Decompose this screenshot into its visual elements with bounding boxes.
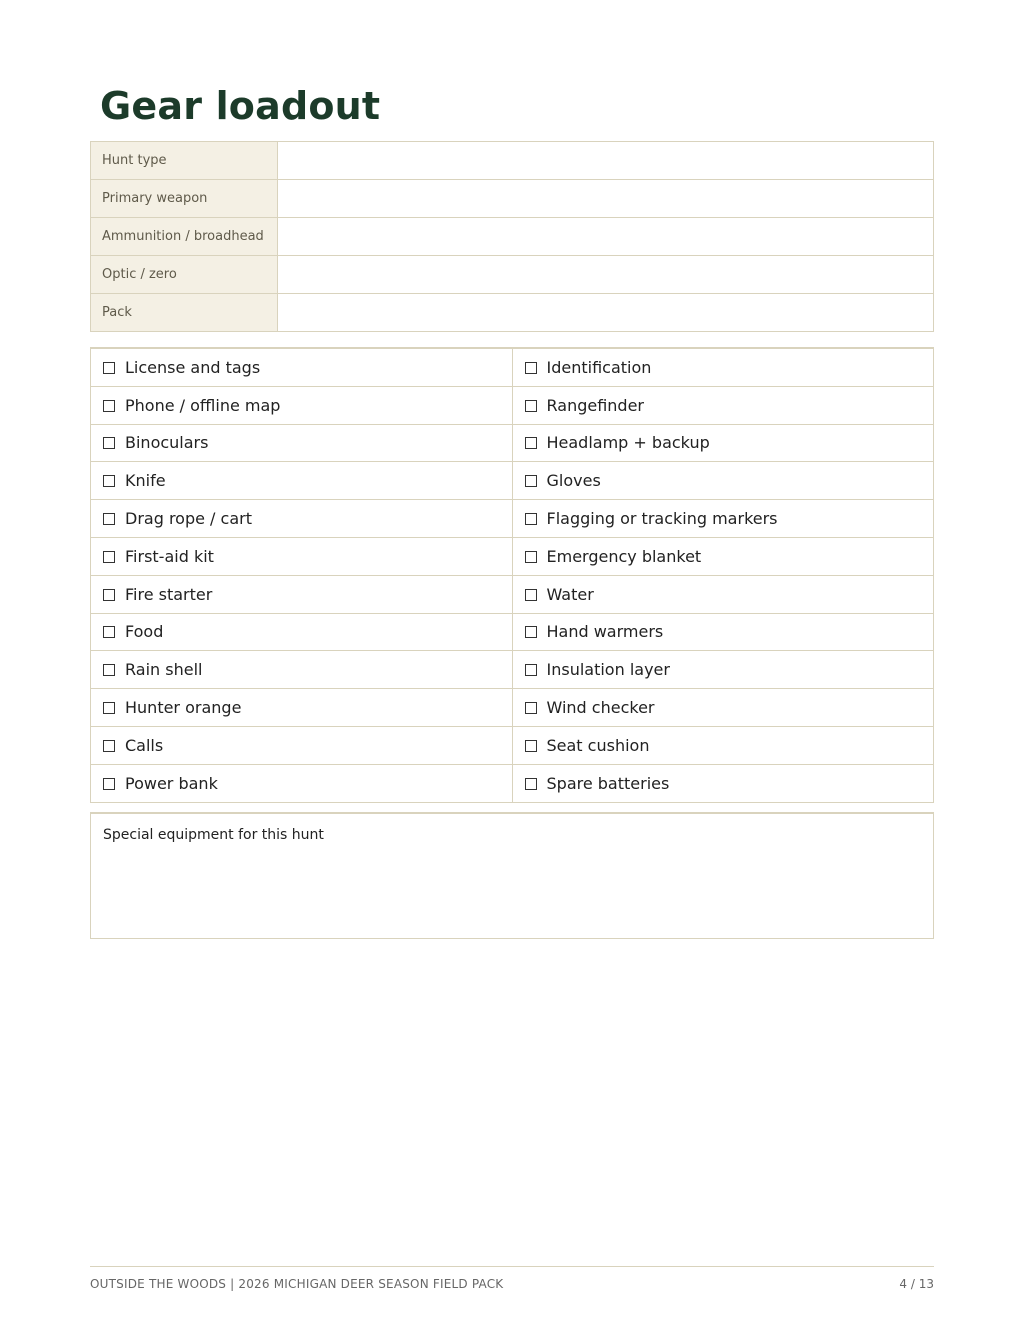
checklist-item[interactable]: [512, 575, 934, 613]
checklist-item[interactable]: [91, 386, 513, 424]
checkbox-icon[interactable]: [103, 513, 115, 525]
checklist-item[interactable]: [512, 651, 934, 689]
checklist-item[interactable]: [512, 689, 934, 727]
checklist-item-label: Emergency blanket: [546, 546, 702, 566]
checklist-item-label: Insulation layer: [546, 660, 670, 680]
checkbox-icon[interactable]: [103, 664, 115, 676]
gear-fields-table: [90, 141, 934, 332]
checklist-item[interactable]: [512, 348, 934, 386]
field-label: Hunt type: [91, 142, 278, 180]
checklist-item-label: Hand warmers: [546, 622, 664, 642]
checkbox-icon[interactable]: [103, 778, 115, 790]
checklist-item-label: Binoculars: [125, 433, 209, 453]
checklist-item-label: Flagging or tracking markers: [546, 509, 778, 529]
checklist-item-label: First-aid kit: [125, 546, 214, 566]
checklist-row: [91, 500, 934, 538]
field-row-hunt-type: [91, 142, 934, 180]
field-label: Ammunition / broadhead: [91, 218, 278, 256]
checkbox-icon[interactable]: [103, 740, 115, 752]
field-row-ammunition: [91, 218, 934, 256]
checkbox-icon[interactable]: [103, 400, 115, 412]
checklist-item-label: Knife: [125, 471, 166, 491]
checkbox-icon[interactable]: [525, 664, 537, 676]
checklist-item-label: License and tags: [125, 357, 261, 377]
checklist-item-label: Calls: [125, 735, 164, 755]
checkbox-icon[interactable]: [525, 778, 537, 790]
field-row-primary-weapon: [91, 180, 934, 218]
checklist-item[interactable]: [512, 424, 934, 462]
checkbox-icon[interactable]: [103, 362, 115, 374]
checklist-item[interactable]: [91, 537, 513, 575]
checklist-item-label: Drag rope / cart: [125, 509, 252, 529]
checklist-item[interactable]: [512, 764, 934, 802]
checklist-item[interactable]: [91, 424, 513, 462]
checkbox-icon[interactable]: [103, 702, 115, 714]
footer-publication: OUTSIDE THE WOODS | 2026 MICHIGAN DEER SEASON FIELD PACK: [90, 1277, 504, 1291]
checklist-item-label: Rain shell: [125, 660, 203, 680]
field-row-optic: [91, 256, 934, 294]
primary-weapon-field[interactable]: [278, 180, 934, 218]
checklist-item-label: Rangefinder: [546, 395, 645, 415]
field-row-pack: [91, 294, 934, 332]
checklist-item-label: Spare batteries: [546, 773, 670, 793]
checklist-item-label: Wind checker: [546, 698, 655, 718]
checkbox-icon[interactable]: [525, 475, 537, 487]
checklist-item[interactable]: [91, 764, 513, 802]
checkbox-icon[interactable]: [525, 437, 537, 449]
checklist-item[interactable]: [91, 613, 513, 651]
checklist-row: [91, 386, 934, 424]
checklist-item-label: Water: [546, 584, 594, 604]
checkbox-icon[interactable]: [525, 362, 537, 374]
checklist-item-label: Food: [125, 622, 164, 642]
checklist-item[interactable]: [512, 500, 934, 538]
checklist-item-label: Gloves: [546, 471, 601, 491]
checklist-item[interactable]: [91, 500, 513, 538]
checklist-item-label: Seat cushion: [546, 735, 650, 755]
checkbox-icon[interactable]: [525, 740, 537, 752]
checklist-row: [91, 348, 934, 386]
checklist-item[interactable]: [512, 613, 934, 651]
checklist-row: [91, 651, 934, 689]
checklist-row: [91, 726, 934, 764]
checkbox-icon[interactable]: [103, 626, 115, 638]
page-number: 4 / 13: [899, 1277, 934, 1291]
checklist-item-label: Fire starter: [125, 584, 213, 604]
checklist-item[interactable]: [91, 462, 513, 500]
checklist-row: [91, 537, 934, 575]
checklist-item-label: Phone / offline map: [125, 395, 281, 415]
notes-label: Special equipment for this hunt: [103, 827, 324, 843]
checkbox-icon[interactable]: [525, 551, 537, 563]
checklist-item[interactable]: [512, 462, 934, 500]
checkbox-icon[interactable]: [103, 589, 115, 601]
gear-checklist: [90, 347, 934, 803]
checklist-item-label: Power bank: [125, 773, 218, 793]
optic-zero-field[interactable]: [278, 256, 934, 294]
checklist-item-label: Hunter orange: [125, 698, 242, 718]
checkbox-icon[interactable]: [103, 475, 115, 487]
checklist-item[interactable]: [512, 386, 934, 424]
checkbox-icon[interactable]: [525, 513, 537, 525]
field-label: Primary weapon: [91, 180, 278, 218]
pack-field[interactable]: [278, 294, 934, 332]
field-label: Pack: [91, 294, 278, 332]
checkbox-icon[interactable]: [103, 551, 115, 563]
checkbox-icon[interactable]: [525, 589, 537, 601]
field-label: Optic / zero: [91, 256, 278, 294]
checklist-item[interactable]: [91, 726, 513, 764]
checklist-row: [91, 613, 934, 651]
checkbox-icon[interactable]: [525, 400, 537, 412]
checklist-row: [91, 764, 934, 802]
checklist-row: [91, 575, 934, 613]
checkbox-icon[interactable]: [103, 437, 115, 449]
checklist-row: [91, 689, 934, 727]
checklist-item[interactable]: [512, 537, 934, 575]
hunt-type-field[interactable]: [278, 142, 934, 180]
checklist-row: [91, 424, 934, 462]
checklist-item-label: Identification: [546, 357, 652, 377]
checklist-row: [91, 462, 934, 500]
special-equipment-notes[interactable]: [90, 812, 934, 939]
checklist-item[interactable]: [91, 651, 513, 689]
checklist-item[interactable]: [91, 575, 513, 613]
checklist-item[interactable]: [512, 726, 934, 764]
footer-divider: [90, 1266, 934, 1267]
checklist-item[interactable]: [91, 348, 513, 386]
checklist-item-label: Headlamp + backup: [546, 433, 710, 453]
page-title: Gear loadout: [100, 84, 381, 128]
ammunition-field[interactable]: [278, 218, 934, 256]
checklist-item[interactable]: [91, 689, 513, 727]
checkbox-icon[interactable]: [525, 626, 537, 638]
checkbox-icon[interactable]: [525, 702, 537, 714]
